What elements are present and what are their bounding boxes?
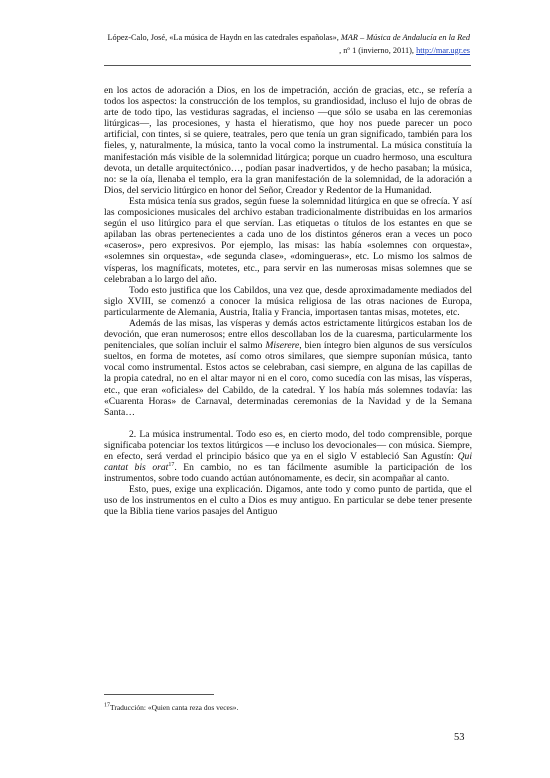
paragraph-4-text-b: , bien íntegro bien algunos de sus versículos sueltos, en forma de motetes, así como otros similares, que siempre suponían música, tanto vocal como instrumental. Estos actos se celebraban, casi siempre, en alguna de las capillas de la propia catedral, no en el altar mayor ni en el coro, como sucedía con las misas, las vísperas, etc., que eran «oficiales» del Cabildo, de la catedral. Y los había más solemnes todavía: las «Cuarenta Horas» de Carnaval, determinadas ceremonias de la Navidad y de la Semana Santa…	[104, 340, 472, 418]
body-text	[104, 85, 472, 518]
paragraph-4	[104, 318, 472, 418]
paragraph-3: Todo esto justifica que los Cabildos, una vez que, desde aproximadamente mediados del siglo XVIII, se comenzó a conocer la música religiosa de las otras naciones de Europa, particularmente de Alemania, Austria, Italia y Francia, importasen tantas misas, motetes, etc.	[104, 284, 472, 318]
paragraph-6: Esto, pues, exige una explicación. Digamos, ante todo y como punto de partida, que el uso de los instrumentos en el culto a Dios es muy antiguo. En particular se debe tener presente que la Biblia tiene varios pasajes del Antiguo	[104, 484, 472, 518]
paragraph-5-text-a: 2. La música instrumental. Todo eso es, en cierto modo, del todo comprensible, porque significaba potenciar los textos litúrgicos —e incluso los devocionales— con música. Siempre, en efecto, será verdad el principio básico que ya en el siglo V estableció San Agustín:	[104, 428, 472, 462]
paragraph-1: en los actos de adoración a Dios, en los de impetración, acción de gracias, etc., se refería a todos los aspectos: la construcción de los templos, su grandiosidad, incluso el lujo de obras de arte de todo tipo, las vestiduras sagradas, el incienso —que sólo se usaba en las ceremonias litúrgicas—, las procesiones, y hasta el hieratismo, que hoy nos puede parecer un poco artificial, con tintes, si se quiere, teatrales, pero que tenía un gran significado, también para los fieles, y, naturalmente, la música, tanto la vocal como la instrumental. La música constituía la manifestación más visible de la solemnidad litúrgica; porque un cuadro hermoso, una escultura devota, un detalle arquitectónico…, podían pasar inadvertidos, y de hecho pasaban; la música, no: se la oía, llenaba el templo, era la gran manifestación de la solemnidad, de la adoración a Dios, del servicio litúrgico en honor del Señor, Creador y Redentor de la Humanidad.	[104, 85, 472, 196]
footnote-rule	[104, 694, 214, 695]
latin-quote-italic: Qui cantat bis orat	[104, 451, 472, 474]
header-url-link[interactable]: http://mar.ugr.es	[416, 45, 470, 55]
footnote	[104, 703, 238, 712]
miserere-italic: Miserere	[265, 340, 300, 352]
header-author: López-Calo, José,	[107, 33, 168, 42]
header-journal: MAR – Música de Andalucía en la Red	[340, 33, 470, 42]
header-line-2	[100, 45, 470, 58]
paragraph-4-text-a: Además de las misas, las vísperas y demás actos estrictamente litúrgicos estaban los de devoción, que eran numerosos; entre ellos descollaban los de la cuaresma, particularmente los penitenciales, que solían incluir el salmo	[104, 317, 472, 352]
header-issue: , nº 1 (invierno, 2011),	[339, 45, 414, 55]
running-header	[100, 32, 470, 57]
paragraph-2: Esta música tenía sus grados, según fuese la solemnidad litúrgica en que se ofrecía. Y así las composiciones musicales del archivo estaban tradicionalmente distribuidas en los armarios según el uso litúrgico para el que servían. Las etiquetas o títulos de los estantes en que se apilaban las obras pertenecientes a cada uno de los distintos géneros eran a veces un poco «caseros», pero expresivos. Por ejemplo, las misas: las había «solemnes con orquesta», «solemnes sin orquesta», «de segunda clase», «domingueras», etc. Lo mismo los salmos de vísperas, los magníficats, motetes, etc., para servir en las numerosas misas solemnes que se celebraban a lo largo del año.	[104, 195, 472, 285]
footnote-ref[interactable]: 17	[168, 461, 175, 468]
header-rule	[104, 65, 471, 66]
page-number: 53	[454, 732, 465, 743]
header-title: «La música de Haydn en las catedrales españolas»,	[169, 33, 339, 42]
paragraph-5-text-b: . En cambio, no es tan fácilmente asumible la participación de los instrumentos, sobre todo cuando actúan autónomamente, es decir, sin acompañar al canto.	[104, 462, 472, 485]
footnote-text: Traducción: «Quien canta reza dos veces».	[110, 703, 239, 712]
footnote-number: 17	[104, 702, 110, 709]
header-line-1	[100, 32, 470, 45]
paragraph-5	[104, 429, 472, 484]
